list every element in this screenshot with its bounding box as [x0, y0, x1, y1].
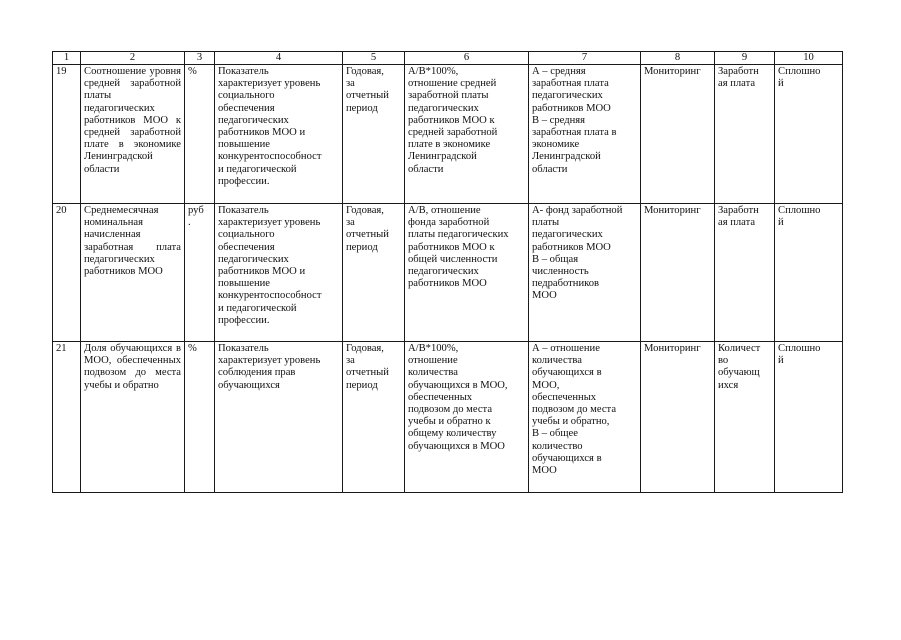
calculation-formula-text: А/В*100%, отношение средней заработной платы педагогических работников МОО к средней заработной плате в экономике Ленинградской области	[408, 66, 498, 175]
periodicity	[343, 204, 405, 342]
coverage-text: Сплошно й	[778, 66, 821, 90]
header-col-6: 6	[405, 52, 529, 65]
unit-of-observation	[715, 204, 775, 342]
collection-method: Мониторинг	[641, 204, 715, 342]
header-col-9: 9	[715, 52, 775, 65]
collection-method: Мониторинг	[641, 342, 715, 493]
coverage	[775, 204, 843, 342]
calculation-formula	[405, 342, 529, 493]
header-col-2: 2	[81, 52, 185, 65]
formula-components-text: А – отношение количества обучающихся в МОО, обеспеченных подвозом до места учебы и обратно, В – общее количество обучающихся в МОО	[532, 343, 617, 477]
calculation-formula	[405, 65, 529, 204]
formula-components-text: А- фонд заработной платы педагогических работников МОО В – общая численность педработников МОО	[532, 205, 623, 302]
coverage-text: Сплошно й	[778, 343, 821, 367]
coverage-text: Сплошно й	[778, 205, 821, 229]
row-number: 21	[53, 342, 81, 493]
table-row	[53, 204, 843, 342]
unit-of-observation	[715, 342, 775, 493]
header-col-1: 1	[53, 52, 81, 65]
coverage	[775, 342, 843, 493]
unit-of-observation-text: Количест во обучающ ихся	[718, 343, 761, 391]
unit-of-observation-text: Заработн ая плата	[718, 205, 759, 229]
indicators-table	[52, 51, 843, 493]
unit-of-measure: %	[185, 342, 215, 493]
collection-method: Мониторинг	[641, 65, 715, 204]
header-col-10: 10	[775, 52, 843, 65]
table-row	[53, 65, 843, 204]
coverage	[775, 65, 843, 204]
formula-components	[529, 204, 641, 342]
calculation-formula-text: А/В, отношение фонда заработной платы педагогических работников МОО к общей численности педагогических работников МОО	[408, 205, 509, 290]
indicator-description	[215, 204, 343, 342]
calculation-formula	[405, 204, 529, 342]
row-number: 20	[53, 204, 81, 342]
periodicity-text: Годовая, за отчетный период	[346, 66, 389, 114]
formula-components-text: А – средняя заработная плата педагогических работников МОО В – средняя заработная плата в экономике Ленинградской области	[532, 66, 617, 175]
header-col-5: 5	[343, 52, 405, 65]
indicator-description	[215, 342, 343, 493]
unit-of-measure	[185, 204, 215, 342]
periodicity	[343, 342, 405, 493]
header-col-3: 3	[185, 52, 215, 65]
formula-components	[529, 342, 641, 493]
table-row	[53, 342, 843, 493]
indicator-description	[215, 65, 343, 204]
header-row	[53, 52, 843, 65]
periodicity-text: Годовая, за отчетный период	[346, 343, 389, 391]
unit-of-measure: %	[185, 65, 215, 204]
periodicity	[343, 65, 405, 204]
formula-components	[529, 65, 641, 204]
indicator-description-text: Показатель характеризует уровень социального обеспечения педагогических работников МОО и повышение конкурентоспособност и педагогической профессии.	[218, 66, 322, 187]
indicator-description-text: Показатель характеризует уровень социального обеспечения педагогических работников МОО и повышение конкурентоспособност и педагогической профессии.	[218, 205, 322, 326]
header-col-7: 7	[529, 52, 641, 65]
indicator-name: Среднемесячная номинальная начисленная заработная плата педагогических работников МОО	[81, 204, 185, 342]
unit-of-observation	[715, 65, 775, 204]
unit-of-measure-text: руб .	[188, 205, 204, 229]
indicator-description-text: Показатель характеризует уровень соблюдения прав обучающихся	[218, 343, 321, 391]
calculation-formula-text: А/В*100%, отношение количества обучающихся в МОО, обеспеченных подвозом до места учебы и обратно к общему количеству обучающихся в МОО	[408, 343, 508, 452]
indicator-name: Доля обучающихся в МОО, обеспеченных подвозом до места учебы и обратно	[81, 342, 185, 493]
unit-of-observation-text: Заработн ая плата	[718, 66, 759, 90]
header-col-4: 4	[215, 52, 343, 65]
indicator-name: Соотношение уровня средней заработной платы педагогических работников МОО к средней заработной плате в экономике Ленинградской области	[81, 65, 185, 204]
periodicity-text: Годовая, за отчетный период	[346, 205, 389, 253]
row-number: 19	[53, 65, 81, 204]
header-col-8: 8	[641, 52, 715, 65]
